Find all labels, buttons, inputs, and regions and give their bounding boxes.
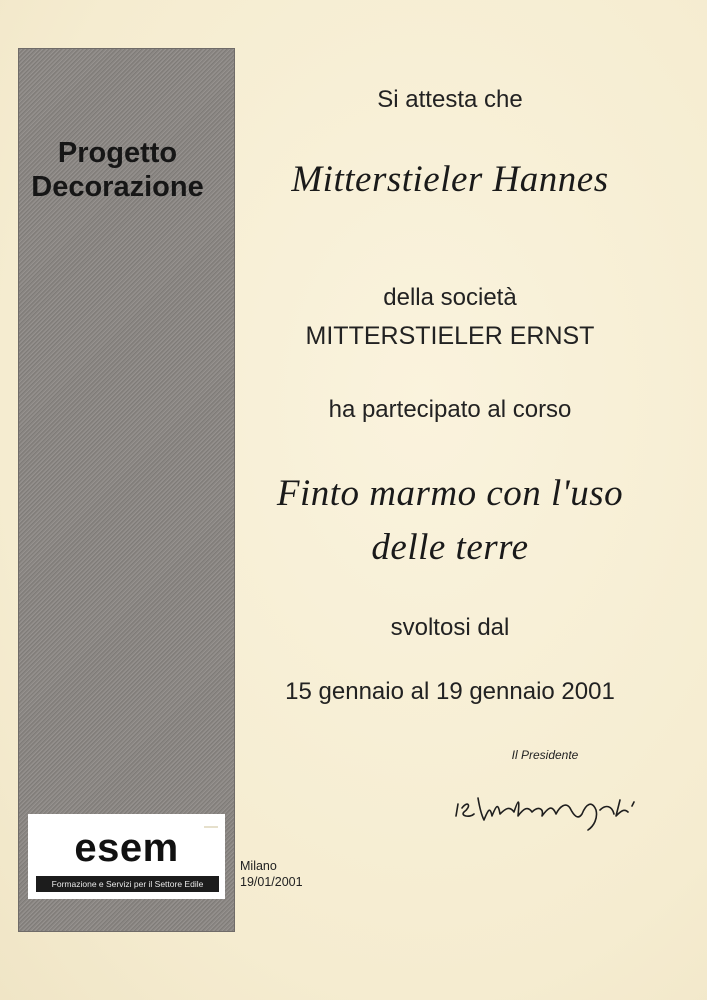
- president-signature: [448, 786, 663, 846]
- period-intro: svoltosi dal: [390, 614, 510, 641]
- course-title-line1: Finto marmo con l'uso: [276, 473, 624, 514]
- program-title-line1: Progetto: [57, 137, 178, 169]
- logo-wordmark: esem: [74, 826, 179, 870]
- logo-corner-mark: [204, 826, 218, 828]
- attestation-intro: Si attesta che: [377, 86, 523, 113]
- esem-logo: [28, 814, 225, 899]
- course-intro: ha partecipato al corso: [328, 396, 572, 423]
- course-title-line2: delle terre: [371, 527, 529, 568]
- signatory-role: Il Presidente: [511, 748, 579, 762]
- logo-tagline: Formazione e Servizi per il Settore Edile: [36, 876, 219, 892]
- program-title-line2: Decorazione: [31, 171, 204, 203]
- period-dates: 15 gennaio al 19 gennaio 2001: [285, 678, 615, 705]
- participant-name: Mitterstieler Hannes: [291, 159, 609, 200]
- place-and-date: [240, 858, 330, 890]
- place-name: Milano: [240, 859, 277, 873]
- company-intro: della società: [383, 284, 517, 311]
- company-name: MITTERSTIELER ERNST: [305, 322, 595, 350]
- program-title: [0, 136, 235, 204]
- issue-date: 19/01/2001: [240, 875, 303, 889]
